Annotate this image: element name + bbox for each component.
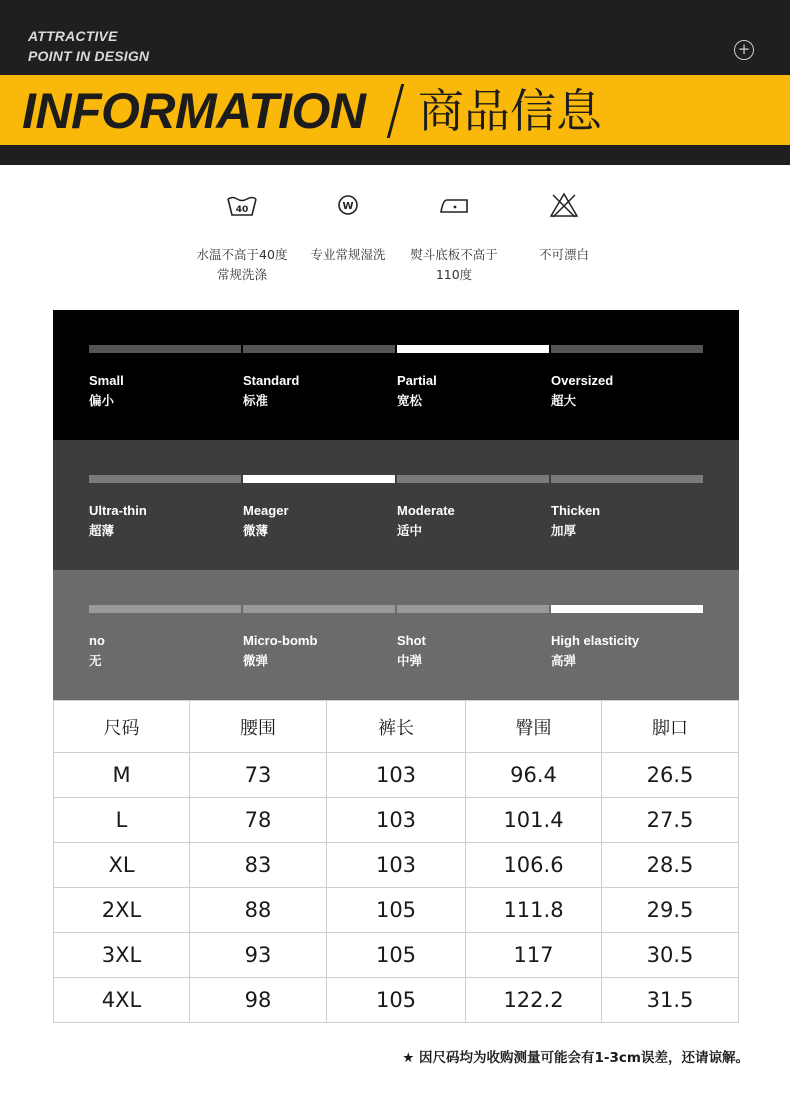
table-cell: 2XL bbox=[54, 888, 190, 933]
option-label-en: Micro-bomb bbox=[243, 633, 318, 648]
table-cell: 103 bbox=[327, 753, 466, 798]
attribute-panel-2 bbox=[53, 440, 739, 570]
table-cell: 96.4 bbox=[466, 753, 602, 798]
svg-text:W: W bbox=[342, 201, 354, 212]
option-label-cn: 中弹 bbox=[397, 653, 423, 668]
no-bleach-icon bbox=[547, 190, 581, 220]
scale-bar bbox=[397, 605, 549, 613]
table-cell: 106.6 bbox=[466, 843, 602, 888]
option-label-en: Ultra-thin bbox=[89, 503, 147, 518]
care-label-bleach: 不可漂白 bbox=[538, 247, 589, 262]
scale-bar-selected bbox=[243, 475, 395, 483]
option-label-cn: 超薄 bbox=[89, 523, 115, 538]
table-row bbox=[54, 753, 739, 798]
table-cell: 101.4 bbox=[466, 798, 602, 843]
table-cell: 105 bbox=[327, 888, 466, 933]
option-label-cn: 偏小 bbox=[89, 393, 115, 408]
option-label-en: High elasticity bbox=[551, 633, 640, 648]
scale-bar bbox=[551, 475, 703, 483]
table-row bbox=[54, 933, 739, 978]
table-cell: 105 bbox=[327, 978, 466, 1023]
table-cell: XL bbox=[54, 843, 190, 888]
option-label-cn: 适中 bbox=[397, 523, 423, 538]
table-cell: 73 bbox=[190, 753, 327, 798]
scale-bar bbox=[89, 345, 241, 353]
table-cell: 27.5 bbox=[602, 798, 739, 843]
header-length: 裤长 bbox=[327, 701, 466, 753]
table-row bbox=[54, 798, 739, 843]
wash-40-icon bbox=[225, 190, 259, 220]
care-item-wetclean bbox=[293, 190, 403, 220]
option-label-en: Meager bbox=[243, 503, 289, 518]
plus-circle-icon[interactable]: + bbox=[734, 40, 754, 60]
table-cell: 78 bbox=[190, 798, 327, 843]
scale-bar bbox=[89, 605, 241, 613]
option-label-cn: 标准 bbox=[243, 393, 269, 408]
scale-bar bbox=[551, 345, 703, 353]
option-label-cn: 高弹 bbox=[551, 653, 577, 668]
option-label-cn: 微薄 bbox=[243, 523, 269, 538]
table-cell: 111.8 bbox=[466, 888, 602, 933]
table-row bbox=[54, 978, 739, 1023]
scale-bar-selected bbox=[551, 605, 703, 613]
scale-bar-selected bbox=[397, 345, 549, 353]
table-cell: 98 bbox=[190, 978, 327, 1023]
header-waist: 腰围 bbox=[190, 701, 327, 753]
table-row bbox=[54, 888, 739, 933]
table-cell: 117 bbox=[466, 933, 602, 978]
table-row bbox=[54, 843, 739, 888]
header-leg-opening: 脚口 bbox=[602, 701, 739, 753]
care-item-bleach bbox=[509, 190, 619, 220]
option-label-en: Partial bbox=[397, 373, 437, 388]
table-cell: 105 bbox=[327, 933, 466, 978]
option-label-en: Moderate bbox=[397, 503, 455, 518]
header-hip: 臀围 bbox=[466, 701, 602, 753]
table-cell: 31.5 bbox=[602, 978, 739, 1023]
scale-bar bbox=[397, 475, 549, 483]
table-cell: 93 bbox=[190, 933, 327, 978]
option-label-en: Shot bbox=[397, 633, 426, 648]
option-label-en: Small bbox=[89, 373, 124, 388]
care-label-wetclean: 专业常规湿洗 bbox=[310, 247, 386, 262]
table-cell: 88 bbox=[190, 888, 327, 933]
table-cell: 3XL bbox=[54, 933, 190, 978]
measurement-note: ★ 因尺码均为收购测量可能会有1-3cm误差，还请谅解。 bbox=[402, 1050, 749, 1066]
attribute-panel-1 bbox=[53, 310, 739, 440]
table-cell: 29.5 bbox=[602, 888, 739, 933]
title-en: INFORMATION bbox=[22, 83, 366, 139]
tagline-line2: POINT IN DESIGN bbox=[28, 48, 150, 64]
option-label-cn: 无 bbox=[89, 653, 102, 668]
professional-wet-clean-icon bbox=[331, 190, 365, 220]
table-cell: 26.5 bbox=[602, 753, 739, 798]
table-cell: L bbox=[54, 798, 190, 843]
care-item-wash bbox=[187, 190, 297, 220]
size-table-header bbox=[54, 701, 739, 753]
svg-text:40: 40 bbox=[235, 205, 249, 215]
header-banner bbox=[0, 0, 790, 165]
table-cell: 30.5 bbox=[602, 933, 739, 978]
table-cell: 4XL bbox=[54, 978, 190, 1023]
option-label-en: Thicken bbox=[551, 503, 601, 518]
table-cell: M bbox=[54, 753, 190, 798]
option-label-cn: 微弹 bbox=[243, 653, 269, 668]
care-item-iron bbox=[399, 190, 509, 220]
option-label-cn: 加厚 bbox=[551, 523, 577, 538]
attribute-panel-3 bbox=[53, 570, 739, 700]
scale-bar bbox=[89, 475, 241, 483]
header-size: 尺码 bbox=[54, 701, 190, 753]
scale-bar bbox=[243, 605, 395, 613]
option-label-cn: 超大 bbox=[551, 393, 577, 408]
option-label-cn: 宽松 bbox=[397, 393, 423, 408]
option-label-en: Oversized bbox=[551, 373, 614, 388]
table-cell: 122.2 bbox=[466, 978, 602, 1023]
table-cell: 28.5 bbox=[602, 843, 739, 888]
option-label-en: no bbox=[89, 633, 105, 648]
care-label-iron: 熨斗底板不高于 110度 bbox=[410, 247, 498, 282]
tagline-line1: ATTRACTIVE bbox=[28, 28, 118, 44]
care-label-wash: 水温不高于40度 常规洗涤 bbox=[196, 247, 288, 282]
iron-low-icon bbox=[437, 190, 471, 220]
table-cell: 83 bbox=[190, 843, 327, 888]
option-label-en: Standard bbox=[243, 373, 300, 388]
scale-bar bbox=[243, 345, 395, 353]
table-cell: 103 bbox=[327, 843, 466, 888]
title-cn: 商品信息 bbox=[418, 84, 602, 138]
table-cell: 103 bbox=[327, 798, 466, 843]
size-table bbox=[53, 700, 739, 1023]
